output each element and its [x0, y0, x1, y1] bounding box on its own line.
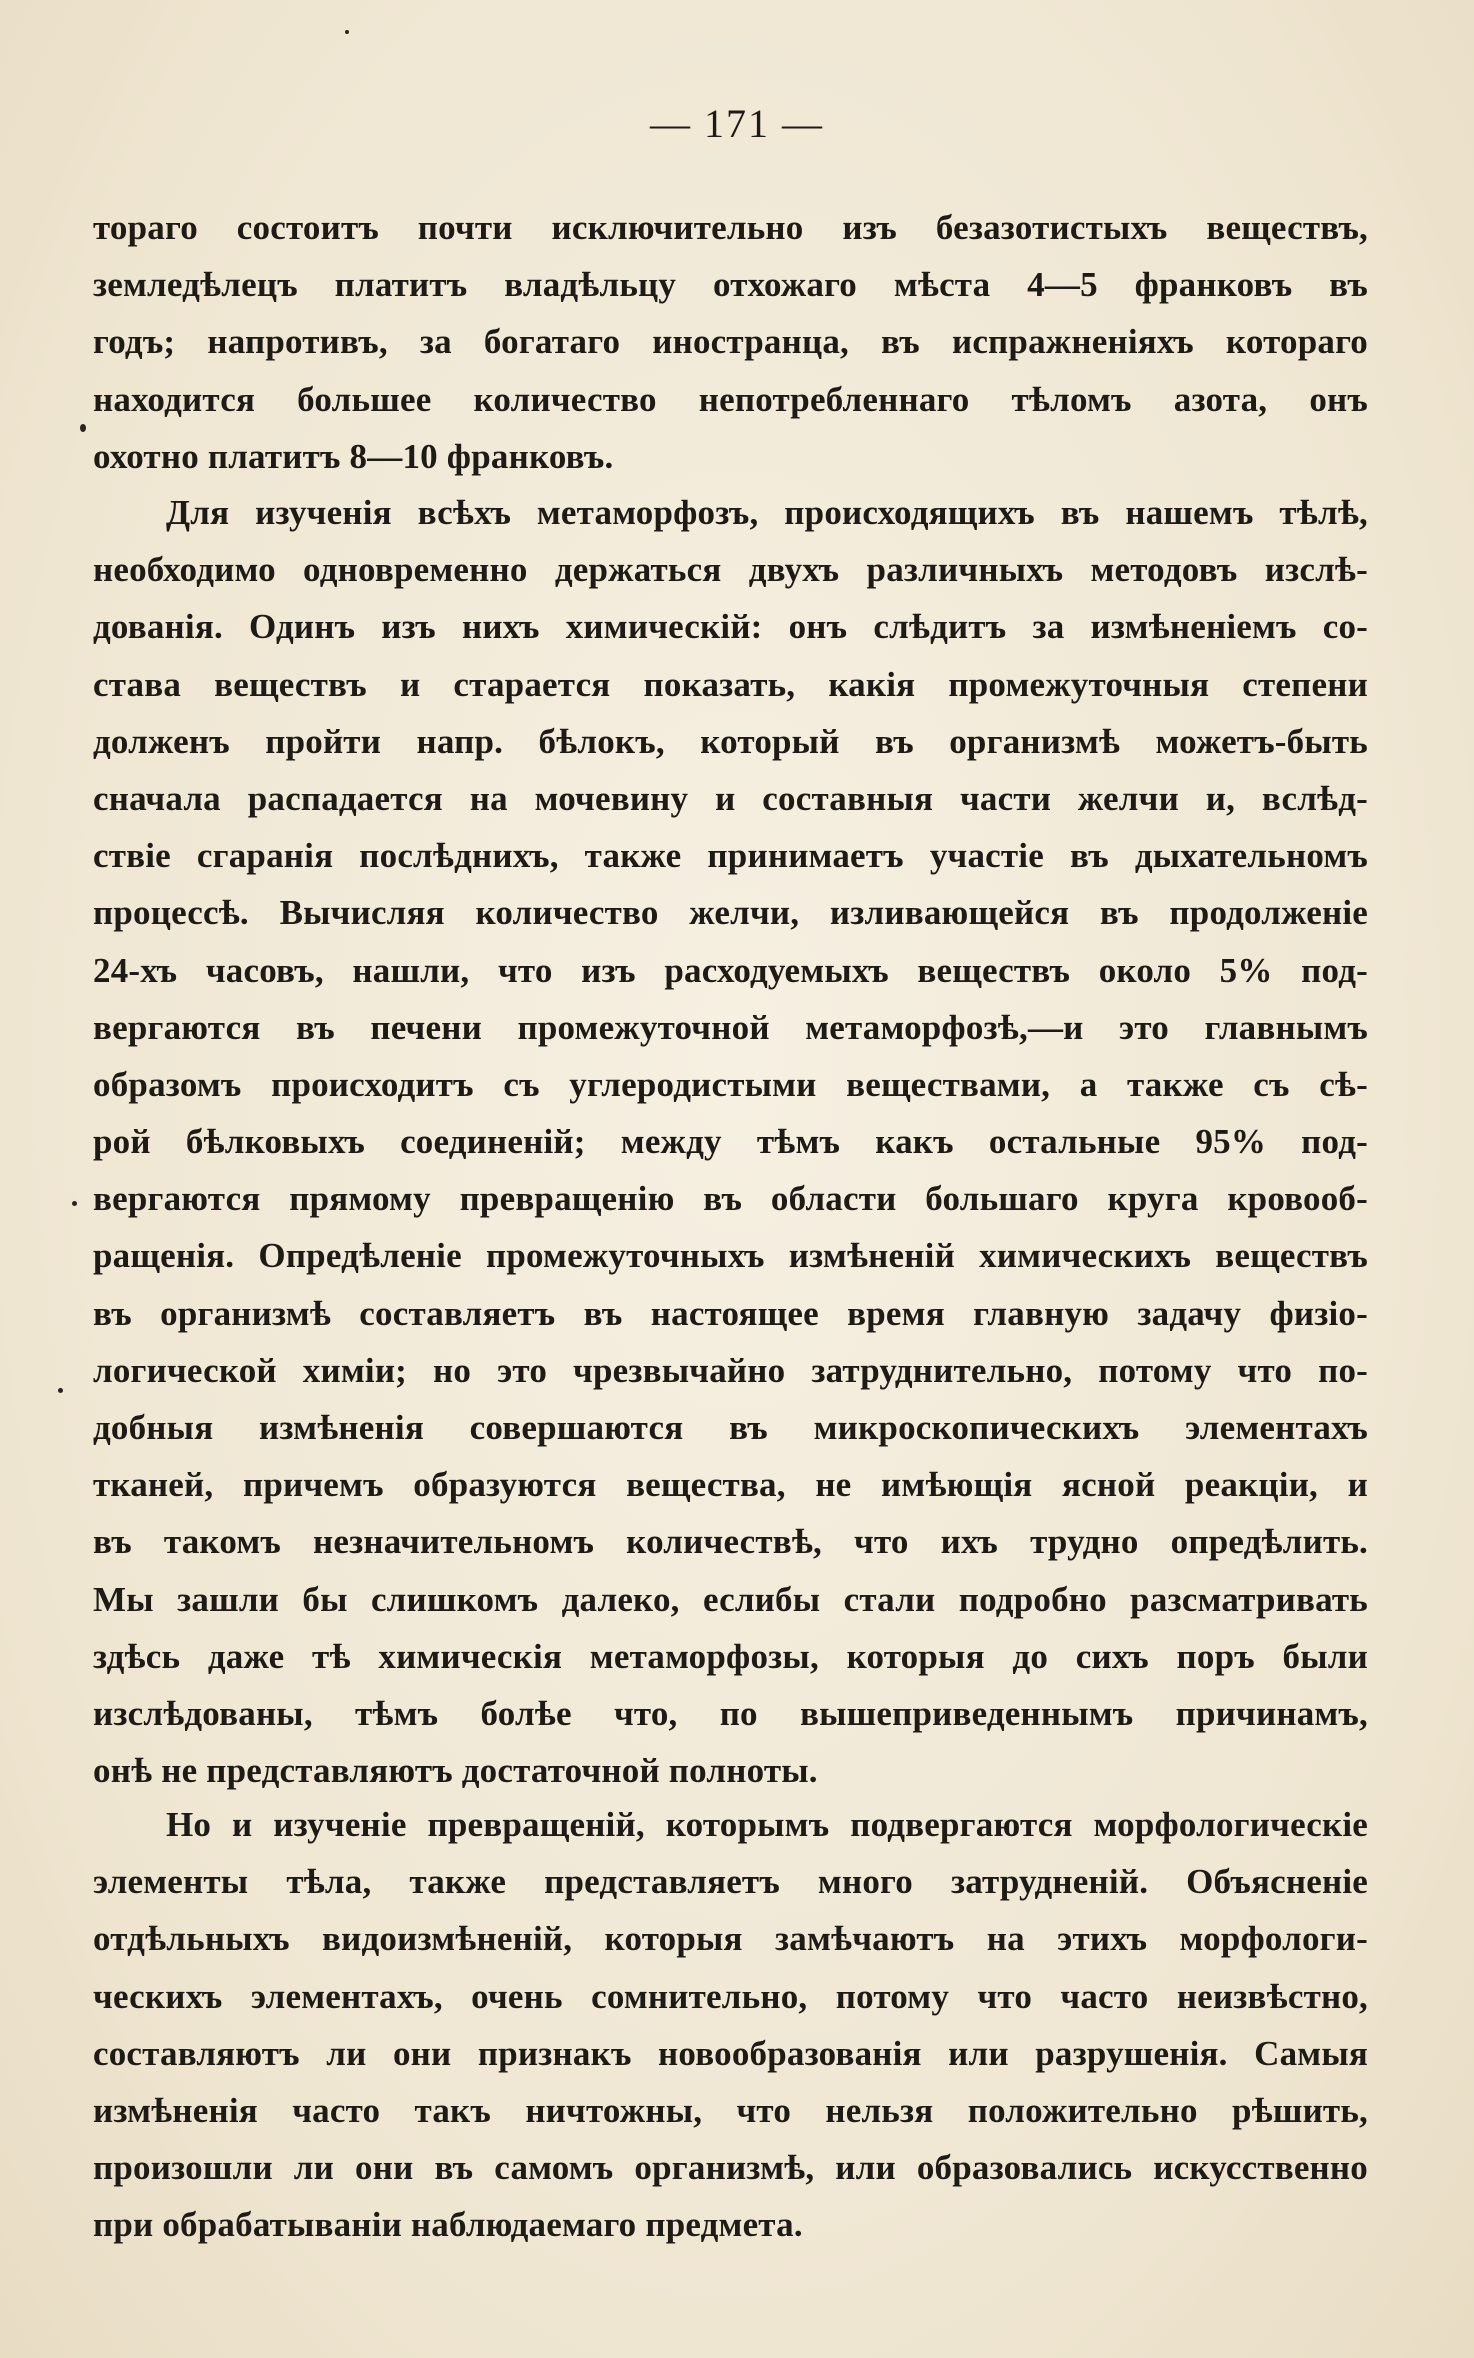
- text-line: ческихъ элементахъ, очень сомнительно, потому что часто неизвѣстно,: [93, 1976, 1368, 2016]
- text-line: сначала распадается на мочевину и составныя части желчи и, вслѣд-: [93, 778, 1368, 818]
- text-line: процессѣ. Вычисляя количество желчи, изливающейся въ продолженіе: [93, 893, 1368, 933]
- text-line: необходимо одновременно держаться двухъ различныхъ методовъ изслѣ-: [93, 550, 1368, 590]
- text-line: произошли ли они въ самомъ организмѣ, или образовались искусственно: [93, 2148, 1368, 2188]
- text-line: изслѣдованы, тѣмъ болѣе что, по вышеприведеннымъ причинамъ,: [93, 1693, 1368, 1733]
- text-line: измѣненія часто такъ ничтожны, что нельзя положительно рѣшить,: [93, 2090, 1368, 2130]
- text-line: Мы зашли бы слишкомъ далеко, еслибы стали подробно разсматривать: [93, 1579, 1368, 1619]
- text-line: ствіе сгаранія послѣднихъ, также принимаетъ участіе въ дыхательномъ: [93, 836, 1368, 876]
- text-line: Для изученія всѣхъ метаморфозъ, происходящихъ въ нашемъ тѣлѣ,: [166, 493, 1368, 532]
- text-line: тораго состоитъ почти исключительно изъ безазотистыхъ веществъ,: [93, 208, 1368, 247]
- text-line: вергаются прямому превращенію въ области большаго круга кровооб-: [93, 1179, 1368, 1219]
- text-line: земледѣлецъ платитъ владѣльцу отхожаго мѣста 4—5 франковъ въ: [93, 265, 1368, 305]
- text-line: добныя измѣненія совершаются въ микроскопическихъ элементахъ: [93, 1408, 1368, 1447]
- text-line: 24-хъ часовъ, нашли, что изъ расходуемыхъ веществъ около 5% под-: [93, 950, 1368, 990]
- text-line: дованія. Одинъ изъ нихъ химическій: онъ слѣдитъ за измѣненіемъ со-: [93, 607, 1368, 647]
- text-line: составляютъ ли они признакъ новообразованія или разрушенія. Самыя: [93, 2033, 1368, 2073]
- ink-speck: [58, 1388, 63, 1393]
- text-line: элементы тѣла, также представляетъ много затрудненій. Объясненіе: [93, 1862, 1368, 1902]
- ink-speck: [345, 30, 349, 34]
- text-line: находится большее количество непотребленнаго тѣломъ азота, онъ: [93, 379, 1368, 419]
- text-line: логической химіи; но это чрезвычайно затруднительно, потому что по-: [93, 1350, 1368, 1390]
- paragraph-3: [93, 1796, 1368, 2254]
- text-line: въ организмѣ составляетъ въ настоящее время главную задачу физіо-: [93, 1293, 1368, 1333]
- text-line: става веществъ и старается показать, какія промежуточныя степени: [93, 664, 1368, 704]
- text-line: годъ; напротивъ, за богатаго иностранца, въ испражненіяхъ котораго: [93, 322, 1368, 362]
- text-line: здѣсь даже тѣ химическія метаморфозы, которыя до сихъ поръ были: [93, 1636, 1368, 1676]
- text-line: отдѣльныхъ видоизмѣненій, которыя замѣчаютъ на этихъ морфологи-: [93, 1919, 1368, 1959]
- text-line: долженъ пройти напр. бѣлокъ, который въ организмѣ можетъ-быть: [93, 721, 1368, 761]
- text-line: въ такомъ незначительномъ количествѣ, что ихъ трудно опредѣлить.: [93, 1522, 1368, 1562]
- text-line: Но и изученіе превращеній, которымъ подвергаются морфологическіе: [166, 1805, 1368, 1844]
- text-line: вергаются въ печени промежуточной метаморфозѣ,—и это главнымъ: [93, 1007, 1368, 1047]
- text-line: образомъ происходитъ съ углеродистыми веществами, а также съ сѣ-: [93, 1064, 1368, 1104]
- text-line: при обрабатываніи наблюдаемаго предмета.: [93, 2205, 803, 2245]
- text-line: тканей, причемъ образуются вещества, не имѣющія ясной реакціи, и: [93, 1465, 1368, 1505]
- paragraph-2: [93, 484, 1368, 1799]
- text-line: охотно платитъ 8—10 франковъ.: [93, 436, 614, 476]
- ink-speck: [80, 424, 86, 432]
- text-line: рой бѣлковыхъ соединеній; между тѣмъ какъ остальные 95% под-: [93, 1122, 1368, 1162]
- text-line: онѣ не представляютъ достаточной полноты.: [93, 1751, 818, 1791]
- text-line: ращенія. Опредѣленіе промежуточныхъ измѣненій химическихъ веществъ: [93, 1236, 1368, 1276]
- page-number: — 171 —: [650, 101, 824, 146]
- ink-speck: [72, 1201, 77, 1206]
- paragraph-1: [93, 199, 1368, 485]
